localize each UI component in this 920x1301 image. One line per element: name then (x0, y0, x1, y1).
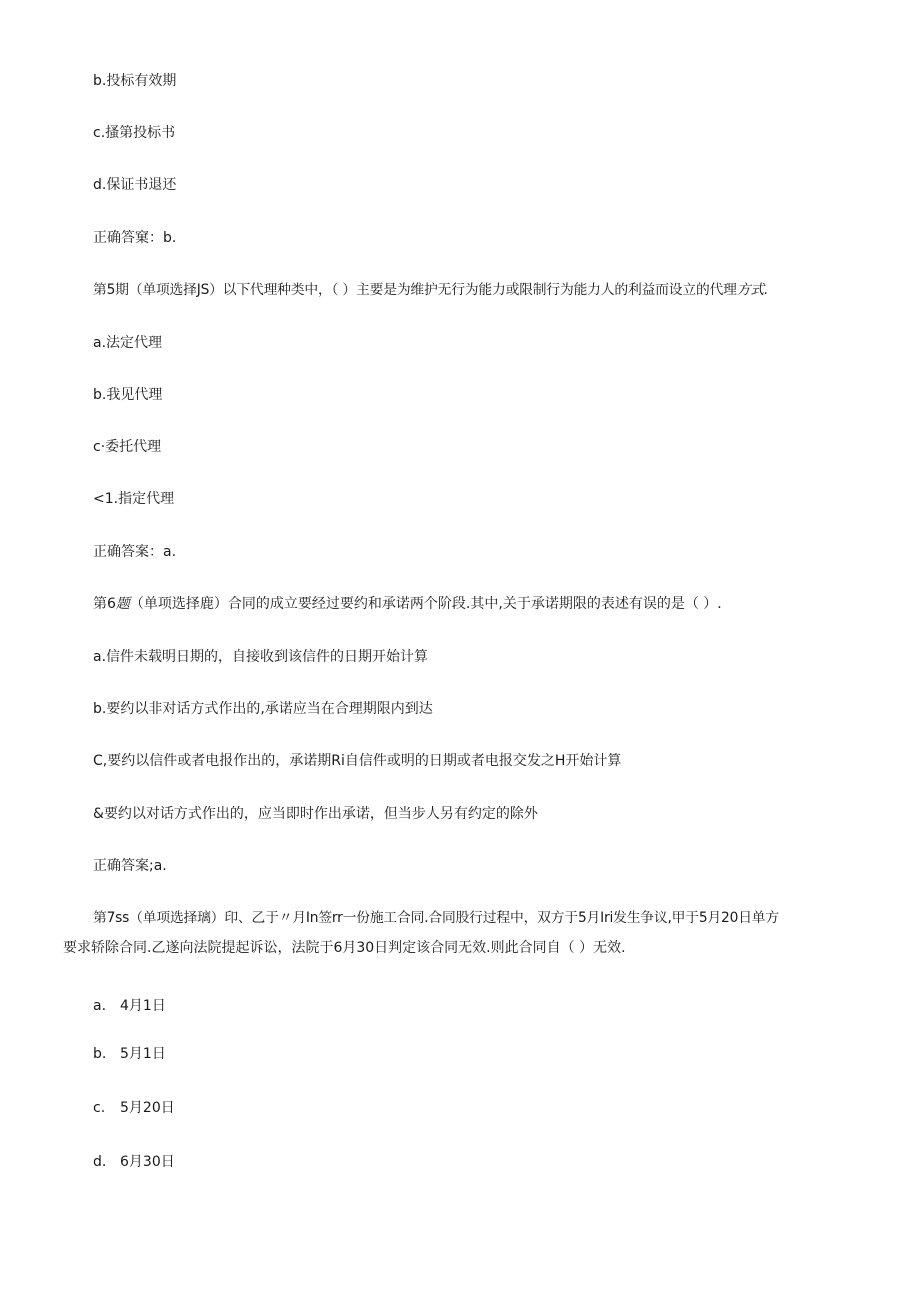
q5-stem (93, 280, 768, 300)
q6-answer: 正确答案;a. (93, 858, 167, 874)
q7-option-c (93, 1098, 175, 1118)
q7-stem-line1: 第7ss（单项选择璃）印、乙于〃月In签rr一份施工合同.合同股行过程中，双方于5月Iri发生争议,甲于5月20日单方 (93, 910, 779, 926)
q5-option-d: <1.指定代理 (93, 491, 175, 507)
q7-option-b (93, 1044, 166, 1064)
q7-option-letter: a. (93, 998, 107, 1014)
q7-option-letter: b. (93, 1046, 107, 1062)
q4-option-b: b.投标有效期 (93, 73, 177, 89)
q7-option-text: 6月30日 (120, 1154, 175, 1170)
q4-answer: 正确答窠：b. (93, 230, 177, 246)
q6-option-c: C,要约以信件或者电报作出的，承诺期Ri自信件或明的日期或者电报交发之H开始计算 (93, 753, 622, 769)
q5-option-a: a.法定代理 (93, 335, 163, 351)
q5-stem-tail: 方式. (736, 282, 769, 298)
q6-option-d: &要约以对话方式作出的，应当即时作出承诺，但当步人另有约定的除外 (93, 806, 538, 822)
q7-option-a (93, 996, 166, 1016)
q6-stem-head: 第6 (93, 596, 116, 612)
q6-option-a: a.信件未载明日期的，自接收到该信件的日期开始计算 (93, 649, 429, 665)
q5-option-c: c·委托代理 (93, 439, 162, 455)
q5-option-b: b.我见代理 (93, 387, 163, 403)
q7-stem-line2: 要求轿除合同.乙遂向法院提起诉讼，法院于6月30日判定该合同无效.则此合同自（ ）无效. (63, 940, 626, 956)
q6-stem (93, 594, 722, 614)
q5-answer: 正确答案：a. (93, 544, 177, 560)
q7-option-text: 5月1日 (120, 1046, 166, 1062)
q6-stem-italic: 题 (115, 596, 130, 612)
q4-option-c: c.搔第投标书 (93, 125, 176, 141)
q7-option-text: 4月1日 (120, 998, 166, 1014)
q5-stem-text: 第5期（单项选择JS）以下代理种类中，（ ）主要是为维护无行为能力或限制行为能力人的利益而设立的代理 (93, 282, 737, 298)
q7-option-d (93, 1152, 175, 1172)
q7-option-letter: d. (93, 1154, 107, 1170)
q6-option-b: b.要约以非对话方式作出的,承诺应当在合理期限内到达 (93, 701, 433, 717)
q7-option-letter: c. (93, 1100, 106, 1116)
q4-option-d: d.保证书退还 (93, 177, 177, 193)
q7-option-text: 5月20日 (120, 1100, 175, 1116)
q6-stem-rest: （单项选择鹿）合同的成立要经过要约和承诺两个阶段.其中,关于承诺期限的表述有误的是（ ）. (129, 596, 722, 612)
